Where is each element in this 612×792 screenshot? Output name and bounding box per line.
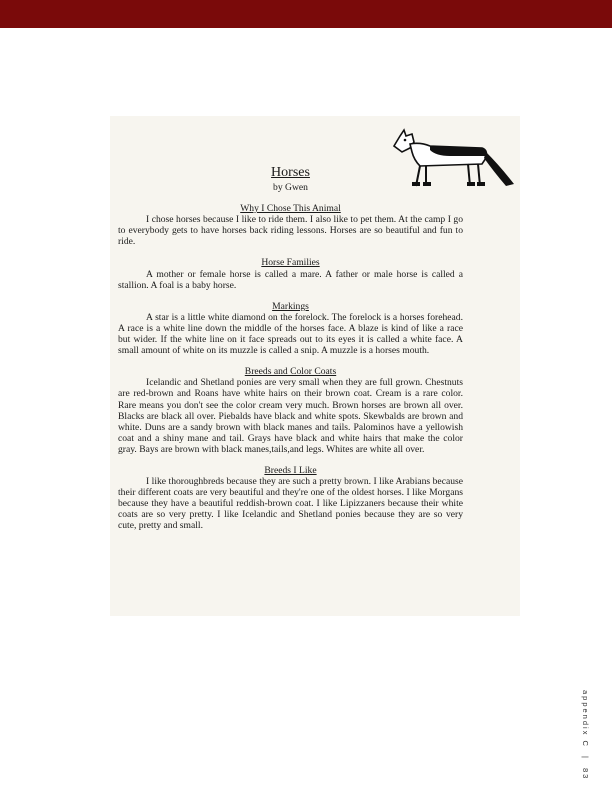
section-horse-families	[118, 257, 463, 290]
section-breeds-colors	[118, 366, 463, 455]
appendix-label: appendix C	[581, 690, 590, 748]
section-breeds-i-like	[118, 465, 463, 532]
footer-divider: |	[581, 756, 590, 760]
section-heading: Breeds I Like	[264, 464, 317, 476]
section-heading: Breeds and Color Coats	[244, 366, 337, 378]
essay-body	[118, 165, 463, 532]
section-heading: Horse Families	[261, 257, 320, 269]
section-paragraph: A star is a little white diamond on the forelock. The forelock is a horses forehead. A race is a white line down the middle of the horses face. A blaze is kind of like a race but wider. If the white line on it face spreads out to its eyes it is called a white face. A small amount of white on its muzzle is called a snip. A muzzle is a horses mouth.	[118, 311, 463, 357]
section-markings	[118, 301, 463, 356]
section-heading: Why I Chose This Animal	[240, 203, 341, 215]
section-heading: Markings	[272, 300, 309, 312]
essay-title: Horses	[271, 165, 310, 180]
section-paragraph: I chose horses because I like to ride them. I also like to pet them. At the camp I go to everybody gets to have horses back riding lessons. Horses are so beautiful and fun to ride.	[118, 214, 463, 248]
essay-author: by Gwen	[273, 182, 308, 193]
section-why-chose	[118, 203, 463, 247]
section-paragraph: Icelandic and Shetland ponies are very small when they are full grown. Chestnuts are red-brown and Roans have white hairs on their brown coat. Cream is a rare color. Rare means you don't see the color cream very much. Brown horses are brown all over. Blacks are black all over. Piebalds have black and white spots. Skewbalds are brown and white. Duns are a sandy brown with black manes and tails. Palominos have a yellowish coat and a shiny mane and tail. Grays have black and white hairs that make the color gray. Bays are brown with black manes,tails,and legs. Whites are white all over.	[118, 377, 463, 455]
section-paragraph: I like thoroughbreds because they are such a pretty brown. I like Arabians because their different coats are very beautiful and they're one of the oldest horses. I like Morgans because they have a beautiful reddish-brown coat. I like Lipizzaners because their white coats are so very pretty. I like Icelandic and Shetland ponies because they are so very cute, pretty and small.	[118, 476, 463, 532]
page-footer-label	[576, 690, 590, 780]
section-paragraph: A mother or female horse is called a mare. A father or male horse is called a stallion. A foal is a baby horse.	[118, 268, 463, 291]
page-number: 83	[581, 768, 590, 781]
top-color-band	[0, 0, 612, 28]
